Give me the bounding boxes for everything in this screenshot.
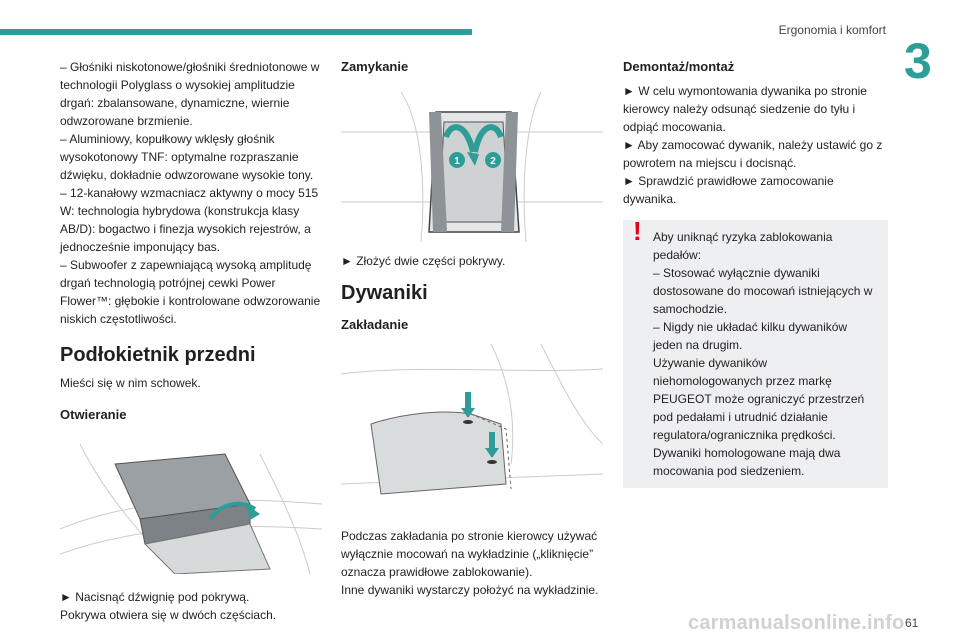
watermark: carmanualsonline.info [688,612,905,634]
closing-step: ► Złożyć dwie części pokrywy. [341,254,506,268]
warning-line: Dywaniki homologowane mają dwa mocowania pod siedzeniem. [653,446,841,478]
fitting-text: Podczas zakładania po stronie kierowcy używać wyłącznie mocowań na wykładzinie („kliknięcie” oznacza prawidłowe zablokowanie). [341,529,598,579]
callout-1: 1 [454,156,460,167]
section-title: Ergonomia i komfort [778,23,886,37]
column-middle [341,58,603,599]
mats-heading: Dywaniki [341,282,428,304]
removal-step: ► W celu wymontowania dywanika po stronie kierowcy należy odsunąć siedzenie do tyłu i odpiąć mocowania. [623,84,867,134]
opening-note: Pokrywa otwiera się w dwóch częściach. [60,608,277,622]
warning-line: Aby uniknąć ryzyka zablokowania pedałów: [653,230,833,262]
fitting-text-2: Inne dywaniki wystarczy położyć na wykładzinie. [341,583,599,597]
speaker-item: – Subwoofer z zapewniającą wysoką amplitudę drgań technologią potrójnej cewki Power Flower™: głębokie i kontrolowane odwzorowanie niskich częstotliwości. [60,258,321,326]
armrest-closing-illustration [341,82,603,242]
armrest-description: Mieści się w nim schowek. [60,376,201,390]
page-number: 61 [905,616,919,630]
callout-2: 2 [490,156,496,167]
fitting-heading: Zakładanie [341,317,409,332]
opening-step: ► Nacisnąć dźwignię pod pokrywą. [60,590,250,604]
warning-line: Używanie dywaników niehomologowanych przez markę PEUGEOT może ograniczyć przestrzeń pod pedałami i utrudnić działanie regulatora/ogranicznika prędkości. [653,356,865,442]
floor-mat-illustration [341,344,603,509]
speaker-item: – Głośniki niskotonowe/głośniki średniotonowe w technologii Polyglass o wysokiej amplitudzie drgań: zbalansowane, dynamiczne, wiernie odwzorowane brzmienie. [60,60,320,128]
speaker-item: – Aluminiowy, kopułkowy wklęsły głośnik wysokotonowy TNF: optymalne rozpraszanie dźwięku, dokładnie odwzorowane wysokie tony. [60,132,314,182]
removal-heading: Demontaż/montaż [623,59,735,74]
column-right [623,58,888,488]
removal-step: ► Sprawdzić prawidłowe zamocowanie dywanika. [623,174,834,206]
warning-box [623,216,888,488]
armrest-opening-illustration [60,434,322,574]
column-left [60,58,322,624]
warning-line: – Stosować wyłącznie dywaniki dostosowane do mocowań istniejących w samochodzie. [653,266,873,316]
removal-step: ► Aby zamocować dywanik, należy ustawić go z powrotem na miejscu i docisnąć. [623,138,883,170]
opening-heading: Otwieranie [60,407,127,422]
warning-line: – Nigdy nie układać kilku dywaników jeden na drugim. [653,320,848,352]
header-accent-bar [0,29,472,35]
speaker-item: – 12-kanałowy wzmacniacz aktywny o mocy 515 W: technologia hybrydowa (konstrukcja klasy AB/D): bogactwo i finezja wysokich rejestrów, a jednocześnie imponujący bas. [60,186,319,254]
chapter-number: 3 [904,33,932,89]
armrest-heading: Podłokietnik przedni [60,344,256,366]
warning-icon: ! [633,216,642,246]
closing-heading: Zamykanie [341,59,409,74]
